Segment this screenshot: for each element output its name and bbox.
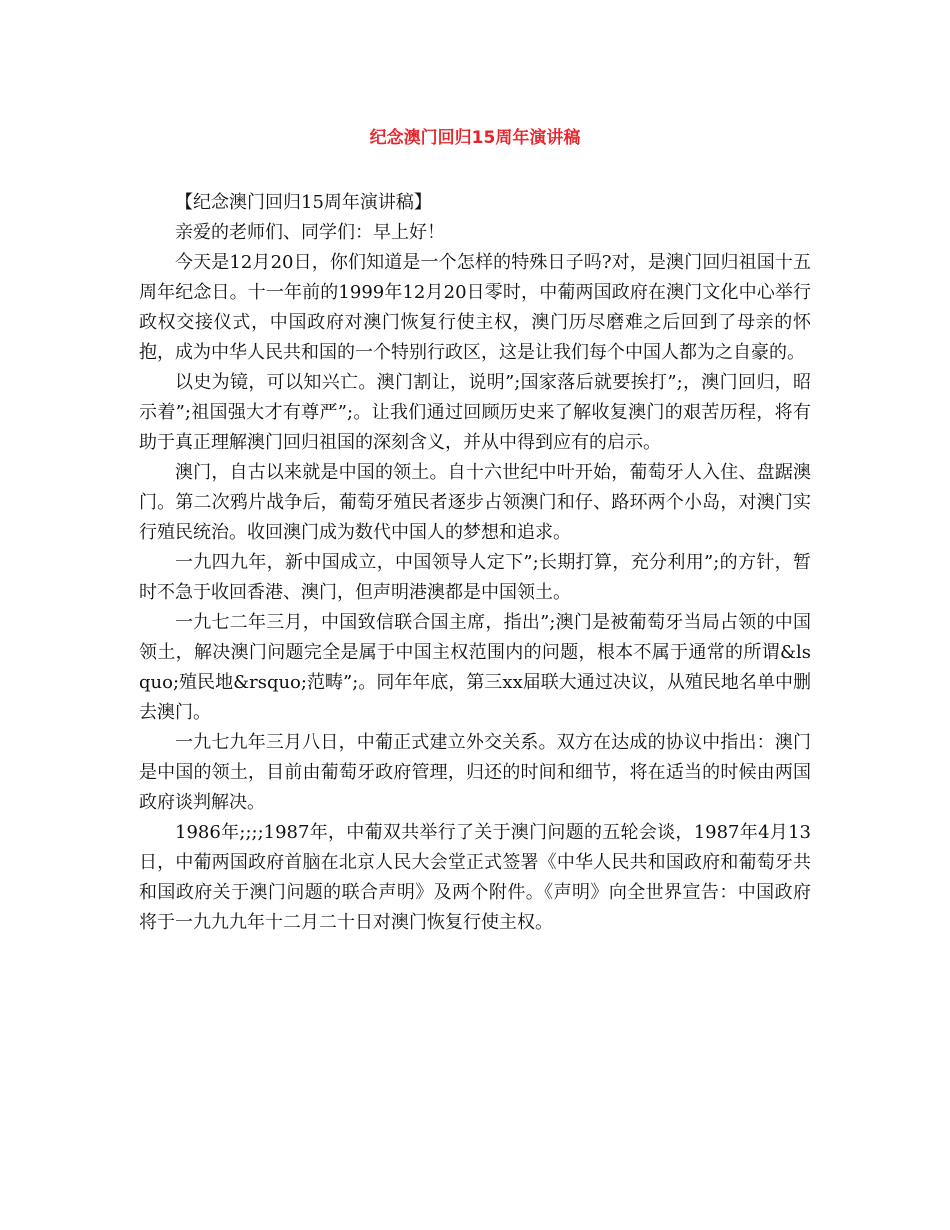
paragraph-1972: 一九七二年三月，中国致信联合国主席，指出”;澳门是被葡萄牙当局占领的中国领土，解决澳门问题完全是属于中国主权范围内的问题，根本不属于通常的所谓&lsquo;殖民地&rsquo;范畴”;。同年年底，第三xx届联大通过决议，从殖民地名单中删去澳门。: [139, 612, 811, 723]
paragraph-1979: 一九七九年三月八日，中葡正式建立外交关系。双方在达成的协议中指出：澳门是中国的领土，目前由葡萄牙政府管理，归还的时间和细节，将在适当的时候由两国政府谈判解决。: [139, 732, 811, 813]
paragraph-anniversary: 今天是12月20日，你们知道是一个怎样的特殊日子吗?对，是澳门回归祖国十五周年纪念日。十一年前的1999年12月20日零时，中葡两国政府在澳门文化中心举行政权交接仪式，中国政府对澳门恢复行使主权，澳门历尽磨难之后回到了母亲的怀抱，成为中华人民共和国的一个特别行政区，这是让我们每个中国人都为之自豪的。: [139, 252, 811, 363]
paragraph-1986-1987: 1986年;;;;1987年，中葡双共举行了关于澳门问题的五轮会谈，1987年4月13日，中葡两国政府首脑在北京人民大会堂正式签署《中华人民共和国政府和葡萄牙共和国政府关于澳门问题的联合声明》及两个附件。《声明》向全世界宣告：中国政府将于一九九九年十二月二十日对澳门恢复行使主权。: [139, 822, 811, 933]
paragraph-greeting: 亲爱的老师们、同学们：早上好！: [175, 222, 445, 243]
paragraph-1949: 一九四九年，新中国成立，中国领导人定下”;长期打算，充分利用”;的方针，暂时不急于收回香港、澳门，但声明港澳都是中国领土。: [139, 552, 811, 603]
paragraph-history-mirror: 以史为镜，可以知兴亡。澳门割让，说明”;国家落后就要挨打”;，澳门回归，昭示着”;祖国强大才有尊严”;。让我们通过回顾历史来了解收复澳门的艰苦历程，将有助于真正理解澳门回归祖国的深刻含义，并从中得到应有的启示。: [139, 372, 811, 453]
document-title: 纪念澳门回归15周年演讲稿: [369, 128, 581, 148]
paragraph-heading: 【纪念澳门回归15周年演讲稿】: [175, 192, 432, 213]
paragraph-territory: 澳门，自古以来就是中国的领土。自十六世纪中叶开始，葡萄牙人入住、盘踞澳门。第二次鸦片战争后，葡萄牙殖民者逐步占领澳门和仔、路环两个小岛，对澳门实行殖民统治。收回澳门成为数代中国人的梦想和追求。: [139, 462, 811, 543]
document-body: [139, 188, 811, 938]
